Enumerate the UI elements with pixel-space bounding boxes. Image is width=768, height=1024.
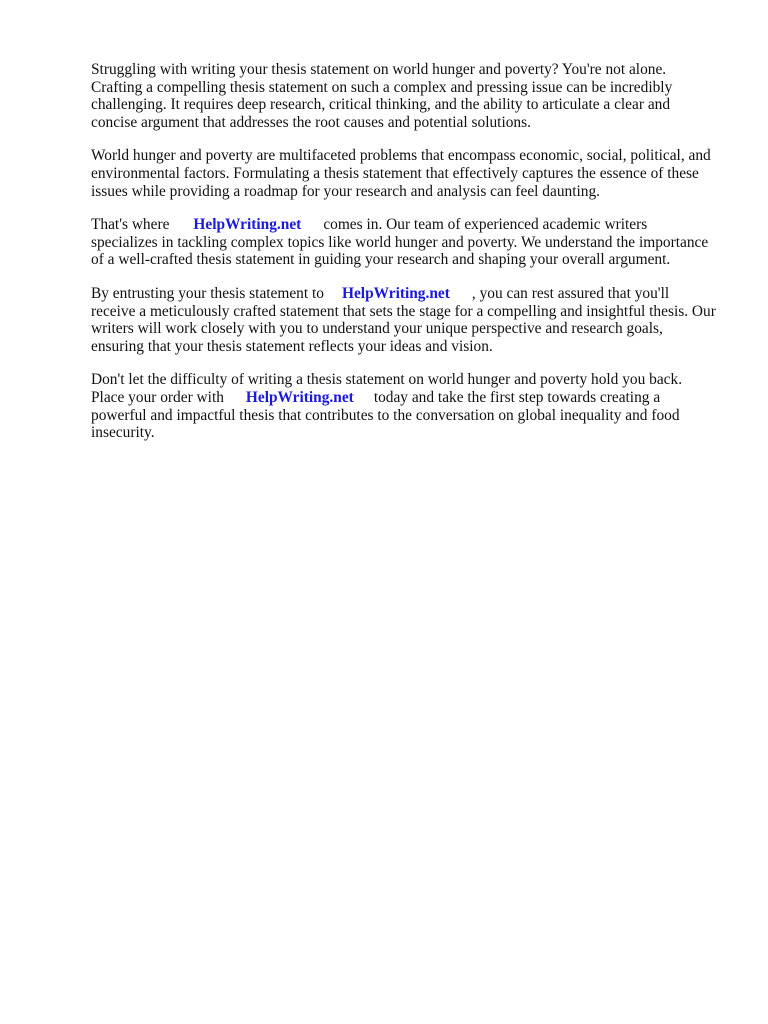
text-fragment: , you can rest assured that you'll: [471, 284, 670, 302]
text-fragment: That's where: [91, 216, 170, 234]
text-line: issues while providing a roadmap for your research and analysis can feel daunting.: [91, 182, 601, 200]
paragraph-service: [91, 216, 726, 269]
helpwriting-link[interactable]: HelpWriting.net: [341, 284, 450, 302]
text-line: Struggling with writing your thesis statement on world hunger and poverty? You're not alone.: [91, 61, 667, 78]
helpwriting-link[interactable]: HelpWriting.net: [193, 216, 302, 234]
text-fragment: today and take the first step towards creating a: [373, 388, 661, 406]
text-fragment: Place your order with: [91, 388, 224, 406]
text-line: [91, 285, 726, 303]
text-line: of a well-crafted thesis statement in guiding your research and shaping your overall argument.: [91, 251, 671, 269]
text-line: powerful and impactful thesis that contributes to the conversation on global inequality and food: [91, 406, 680, 424]
text-line: insecurity.: [91, 424, 155, 442]
paragraph-entrust: [91, 285, 726, 355]
document-page: [91, 61, 726, 458]
text-line: writers will work closely with you to understand your unique perspective and research goals,: [91, 320, 663, 338]
text-line: challenging. It requires deep research, critical thinking, and the ability to articulate a clear and: [91, 96, 671, 114]
text-line: Crafting a compelling thesis statement on such a complex and pressing issue can be incredibly: [91, 78, 673, 96]
text-fragment: comes in. Our team of experienced academic writers: [323, 216, 648, 234]
text-line: Don't let the difficulty of writing a thesis statement on world hunger and poverty hold you back.: [91, 371, 683, 389]
text-line: [91, 216, 726, 234]
text-line: specializes in tackling complex topics like world hunger and poverty. We understand the importance: [91, 233, 709, 251]
text-fragment: By entrusting your thesis statement to: [91, 284, 324, 302]
text-line: World hunger and poverty are multifaceted problems that encompass economic, social, political, and: [91, 147, 711, 165]
paragraph-call-to-action: [91, 371, 726, 441]
text-line: environmental factors. Formulating a thesis statement that effectively captures the essence of these: [91, 164, 699, 182]
text-line: ensuring that your thesis statement reflects your ideas and vision.: [91, 337, 493, 355]
helpwriting-link[interactable]: HelpWriting.net: [245, 388, 354, 406]
text-line: receive a meticulously crafted statement that sets the stage for a compelling and insightful thesis. Our: [91, 302, 716, 320]
paragraph-problem: [91, 147, 726, 200]
text-line: [91, 389, 726, 407]
text-line: concise argument that addresses the root causes and potential solutions.: [91, 113, 531, 131]
paragraph-intro: [91, 61, 726, 131]
